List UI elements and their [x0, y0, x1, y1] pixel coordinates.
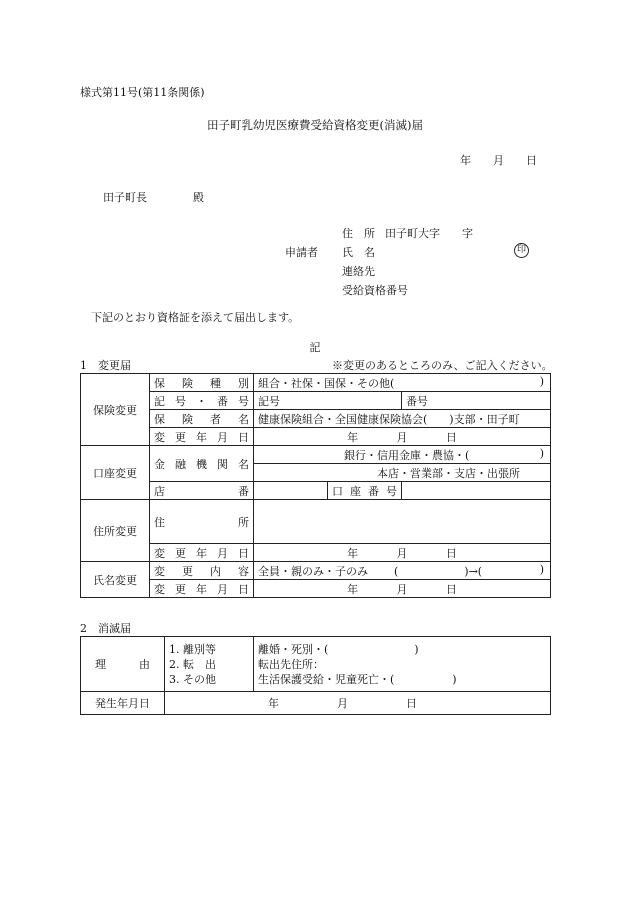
table-row — [81, 692, 551, 715]
ki-mark: 記 — [309, 341, 321, 354]
reason-label: 理 由 — [81, 637, 165, 692]
seal-icon: 印 — [514, 242, 529, 258]
insurance-type-close: ) — [539, 374, 544, 388]
addressee — [103, 189, 204, 205]
name-date-field[interactable]: 年 月 日 — [254, 580, 551, 598]
date-month-unit: 月 — [493, 154, 504, 167]
address-change-label: 住所変更 — [81, 500, 150, 562]
name-date-label: 変 更 年 月 日 — [150, 580, 254, 598]
page-title: 田子町乳幼児医療費受給資格変更(消滅)届 — [207, 118, 423, 132]
section2-title: 2 消滅届 — [80, 622, 131, 635]
account-label: 口 座 番 号 — [328, 482, 402, 500]
new-address-field[interactable] — [254, 500, 551, 544]
reason-1-label: 1. 離別等 — [169, 642, 216, 656]
address-date-label: 変 更 年 月 日 — [150, 544, 254, 562]
symbol-number-label: 記 号 ・ 番 号 — [150, 392, 254, 410]
section1-note: ※変更のあるところのみ、ご記入ください。 — [332, 359, 553, 372]
form-number: 様式第11号(第11条関係) — [80, 86, 205, 99]
applicant-name-label: 氏 名 — [342, 246, 375, 259]
date-year-unit: 年 — [460, 154, 471, 167]
reason-1-detail[interactable]: 離婚・死別・( ) — [258, 642, 419, 656]
section1-title: 1 変更届 — [80, 359, 131, 372]
reason-3-label: 3. その他 — [169, 672, 216, 686]
table-row — [81, 374, 551, 392]
branch-field[interactable] — [254, 482, 328, 500]
address-label: 住 所 — [342, 227, 375, 240]
table-row — [81, 562, 551, 580]
reason-details[interactable] — [254, 637, 551, 692]
insurer-field[interactable]: 健康保険組合・全国健康保険協会( )支部・田子町 — [254, 410, 551, 428]
occurrence-date-field[interactable]: 年 月 日 — [165, 692, 551, 715]
new-address-label: 住 所 — [150, 500, 254, 544]
reason-2-label: 2. 転 出 — [169, 657, 216, 671]
institution-line1[interactable]: 銀行・信用金庫・農協・( ) — [254, 446, 551, 464]
insurance-type-label: 保 険 種 別 — [150, 374, 254, 392]
table-row — [81, 410, 551, 428]
addressee-name: 田子町長 — [103, 191, 147, 204]
insurer-label: 保 険 者 名 — [150, 410, 254, 428]
reason-3-detail[interactable]: 生活保護受給・児童死亡・( ) — [258, 672, 457, 686]
branch-label: 店 番 — [150, 482, 254, 500]
cancel-table — [80, 636, 551, 715]
address-suffix: 字 — [462, 227, 473, 240]
insurance-date-label: 変 更 年 月 日 — [150, 428, 254, 446]
addressee-honorific: 殿 — [193, 191, 204, 204]
occurrence-date-label: 発生年月日 — [81, 692, 165, 715]
insurance-change-label: 保険変更 — [81, 374, 150, 446]
applicant-contact-label: 連絡先 — [342, 265, 375, 278]
number-field[interactable]: 番号 — [402, 392, 551, 410]
table-row — [81, 482, 551, 500]
table-row — [81, 392, 551, 410]
applicant-address — [342, 225, 473, 241]
institution-label: 金 融 機 関 名 — [150, 446, 254, 482]
applicant-cert-number-label: 受給資格番号 — [342, 284, 408, 297]
institution-line2[interactable]: 本店・営業部・支店・出張所 — [254, 464, 551, 482]
change-content-label: 変 更 内 容 — [150, 562, 254, 580]
insurance-date-field[interactable]: 年 月 日 — [254, 428, 551, 446]
symbol-field[interactable]: 記号 — [254, 392, 402, 410]
insurance-type-options: 組合・社保・国保・その他( — [258, 376, 395, 390]
applicant-label: 申請者 — [285, 246, 318, 259]
address-value: 田子町大字 — [385, 227, 440, 240]
table-row — [81, 428, 551, 446]
name-change-label: 氏名変更 — [81, 562, 150, 598]
table-row — [81, 580, 551, 598]
reason-2-detail[interactable]: 転出先住所： — [258, 657, 324, 671]
date-line — [460, 152, 537, 168]
bank-change-label: 口座変更 — [81, 446, 150, 500]
reason-options — [165, 637, 254, 692]
account-field[interactable] — [402, 482, 551, 500]
table-row — [81, 500, 551, 544]
change-content-field[interactable]: 全員・親のみ・子のみ ( )→( ) — [254, 562, 551, 580]
table-row — [81, 637, 551, 692]
table-row — [81, 446, 551, 464]
date-day-unit: 日 — [526, 154, 537, 167]
change-table — [80, 373, 551, 598]
table-row — [81, 544, 551, 562]
address-date-field[interactable]: 年 月 日 — [254, 544, 551, 562]
statement-text: 下記のとおり資格証を添えて届出します。 — [91, 311, 300, 324]
insurance-type-field[interactable] — [254, 374, 551, 392]
